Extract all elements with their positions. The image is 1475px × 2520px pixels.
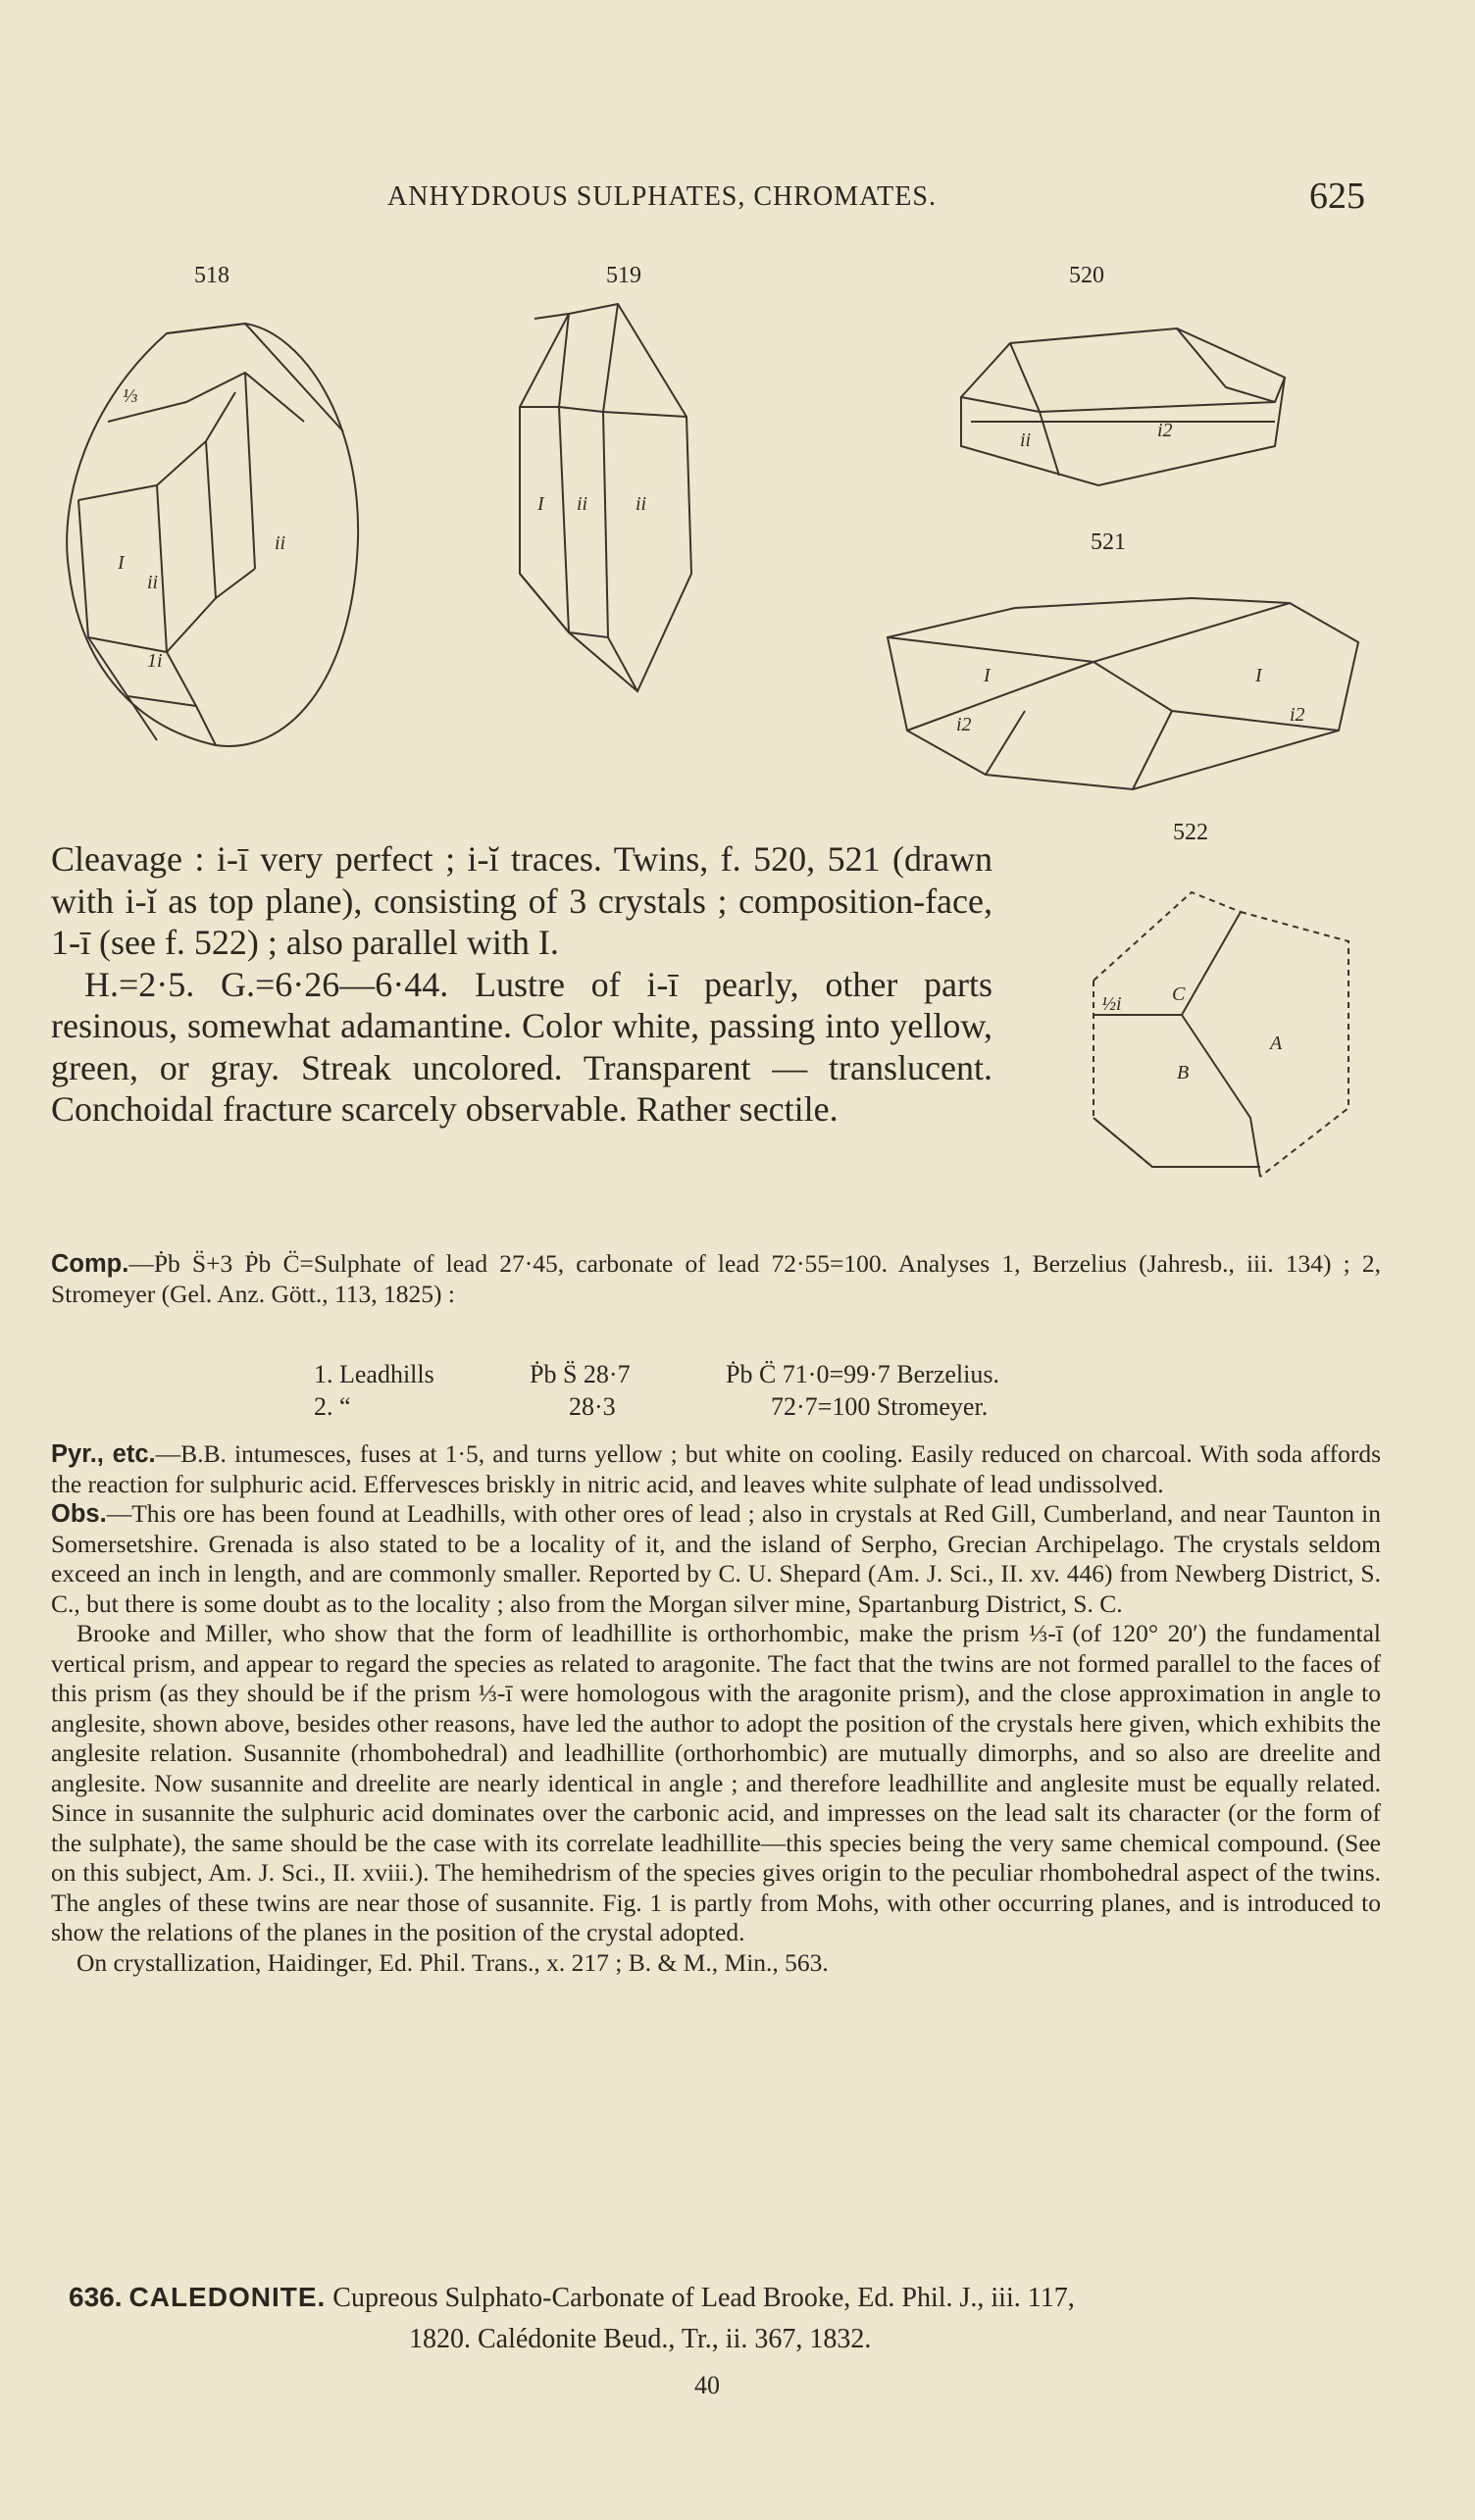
analysis-locality: 1. Leadhills [314,1360,434,1388]
pyr-label: Pyr., etc. [51,1440,156,1468]
face-label-half-i: ½i [1101,993,1122,1015]
entry-line-2: 1820. Calédonite Beud., Tr., ii. 367, 1832. [409,2324,872,2354]
crystal-figure-520 [951,319,1295,495]
face-label-one-i: 1i [147,650,163,672]
pyr-text: —B.B. intumesces, fuses at 1·5, and turns yellow ; but white on cooling. Easily reduced on charcoal. With soda affords the reaction for sulphuric acid. Effervesces briskly in nitric acid, and leaves white sulphate of lead undissolved. [51,1439,1381,1498]
analysis-sulphate: 28·3 [569,1392,616,1421]
face-label-I: I [118,552,125,574]
crystal-figure-518 [49,314,373,765]
face-label-i2: i2 [1157,420,1173,441]
face-label-i2-right: i2 [1290,704,1305,726]
crystal-figure-519 [510,299,745,711]
face-label-B: B [1177,1062,1190,1084]
obs-label: Obs. [51,1500,107,1528]
face-label-ii: ii [577,493,588,515]
face-label-third: ⅓ [123,385,137,407]
face-label-I-right: I [1255,665,1262,686]
face-label-ii: ii [1020,429,1032,451]
figure-number-521: 521 [1091,529,1126,555]
entry-line-1: Cupreous Sulphato-Carbonate of Lead Brooke, Ed. Phil. J., iii. 117, [332,2283,1075,2313]
composition-paragraph [51,1249,1381,1309]
cleavage-text: Cleavage : i-ī very perfect ; i-ĭ traces. Twins, f. 520, 521 (drawn with i-ĭ as top plane), consisting of 3 crystals ; composition-face, 1-ī (see f. 522) ; also parallel with I. [51,839,992,962]
analysis-locality: 2. “ [314,1392,351,1421]
face-label-I: I [984,665,991,686]
page-number: 625 [1309,176,1365,217]
lead-paragraph [51,838,992,1131]
analysis-carbonate: 72·7=100 Stromeyer. [771,1392,989,1421]
face-label-C: C [1172,983,1186,1005]
face-label-ii-right: ii [275,532,286,554]
face-label-ii-right: ii [636,493,647,515]
comp-text: —Ṗb S̈+3 Ṗb C̈=Sulphate of lead 27·45, carbonate of lead 72·55=100. Analyses 1, Berzelius (Jahresb., iii. 134) ; 2, Stromeyer (Gel. Anz. Gött., 113, 1825) : [51,1249,1381,1308]
comp-label: Comp. [51,1250,129,1278]
analysis-sulphate: Ṗb S̈ 28·7 [530,1360,631,1388]
crystal-figure-522 [1084,882,1368,1206]
running-title: ANHYDROUS SULPHATES, CHROMATES. [387,181,937,212]
crystallization-reference: On crystallization, Haidinger, Ed. Phil. Trans., x. 217 ; B. & M., Min., 563. [76,1947,829,1977]
entry-name: CALEDONITE. [128,2282,327,2312]
analysis-carbonate: Ṗb C̈ 71·0=99·7 Berzelius. [726,1360,999,1388]
face-label-I: I [537,493,544,515]
figure-number-518: 518 [194,263,229,288]
signature-mark: 40 [694,2371,720,2399]
analysis-row [314,1390,999,1423]
figure-number-519: 519 [606,263,641,288]
face-label-A: A [1270,1033,1283,1054]
body-text [51,1439,1381,1978]
caledonite-entry [69,2277,1075,2360]
physical-properties-text: H.=2·5. G.=6·26—6·44. Lustre of i-ī pearly, other parts resinous, somewhat adamantine. Color white, passing into yellow, green, or gray. Streak uncolored. Transparent — translucent. Conchoidal fracture scarcely observable. Rather sectile. [51,964,992,1129]
face-label-ii: ii [147,572,159,593]
figure-number-520: 520 [1069,263,1104,288]
face-label-i2: i2 [956,714,972,735]
entry-number: 636. [69,2282,123,2312]
figure-number-522: 522 [1173,820,1208,845]
brooke-paragraph: Brooke and Miller, who show that the form of leadhillite is orthorhombic, make the prism ⅓-ī (of 120° 20′) the fundamental vertical prism, and appear to regard the species as related to aragonite. The fact that the twins are not formed parallel to the faces of this prism (as they should be if the prism ⅓-ī were homologous with the aragonite prism), and the close approximation in angle to anglesite, shown above, besides other reasons, have led the author to adopt the position of the crystals here given, which exhibits the anglesite relation. Susannite (rhombohedral) and leadhillite (orthorhombic) are mutually dimorphs, and so also are dreelite and anglesite. Now susannite and dreelite are nearly identical in angle ; and therefore leadhillite and anglesite must be equally related. Since in susannite the sulphuric acid dominates over the carbonic acid, and impresses on the lead salt its character (or the form of the sulphate), the same should be the case with its correlate leadhillite—this species being the very same chemical compound. (See on this subject, Am. J. Sci., II. xviii.). The hemihedrism of the species gives origin to the peculiar rhombohedral aspect of the twins. The angles of these twins are near those of susannite. Fig. 1 is partly from Mohs, with other occurring planes, and is introduced to show the relations of the planes in the position of the crystal adopted. [51,1619,1381,1946]
analyses-table [314,1358,999,1423]
obs-text: —This ore has been found at Leadhills, with other ores of lead ; also in crystals at Red Gill, Cumberland, and near Taunton in Somersetshire. Grenada is also stated to be a locality of it, and the island of Serpho, Grecian Archipelago. The crystals seldom exceed an inch in length, and are commonly smaller. Reported by C. U. Shepard (Am. J. Sci., II. xv. 446) from Newberg District, S. C., but there is some doubt as to the locality ; also from the Morgan silver mine, Spartanburg District, S. C. [51,1499,1381,1618]
crystal-figure-521 [878,583,1363,799]
analysis-row [314,1358,999,1390]
